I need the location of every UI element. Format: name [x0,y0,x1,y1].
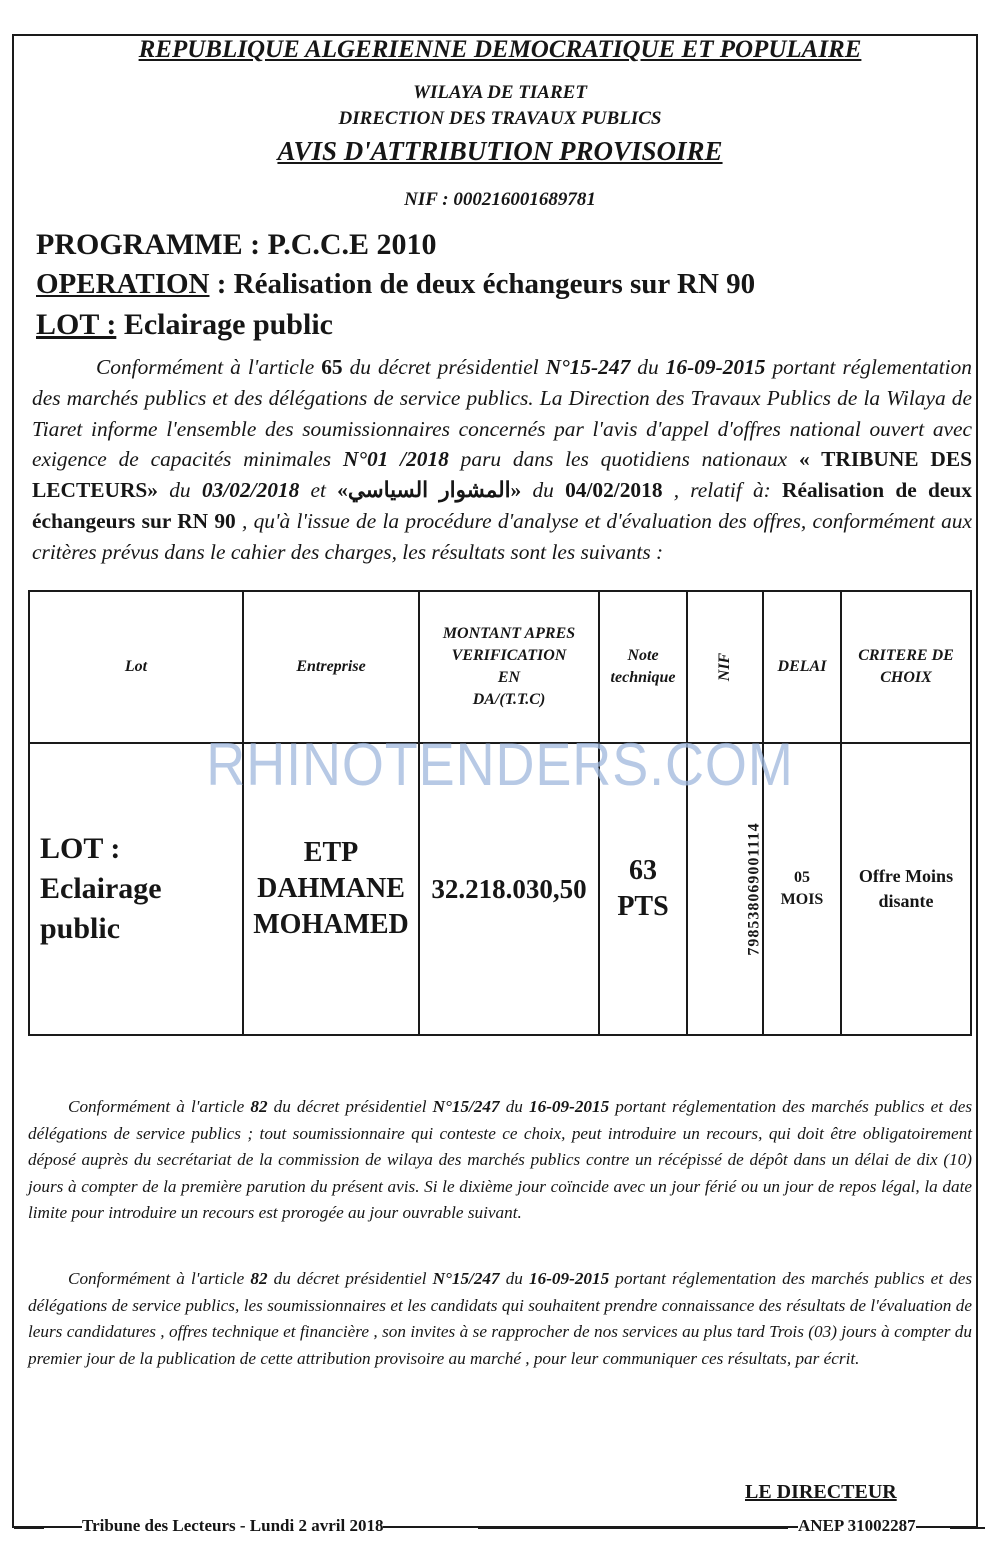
footer-rule-right [950,1527,985,1529]
operation-line [36,268,755,301]
para-article: 82 [250,1097,268,1116]
intro-text: , relatif à: [662,478,782,503]
cell-critere-line: Offre Moins [858,866,954,886]
col-note-line: Note [627,647,659,664]
recourse-paragraph [28,1094,972,1227]
col-nif-label: NIF [715,652,733,682]
intro-paragraph [32,352,972,568]
para-article: 82 [250,1269,268,1288]
para-text: du [499,1097,529,1116]
para-text: du [499,1269,529,1288]
intro-decree: N°15-247 [545,355,631,379]
operation-sep: : [209,268,234,300]
col-note [599,591,687,743]
cell-note-line: 63 [629,855,657,886]
cell-montant: 32.218.030,50 [419,743,599,1035]
cell-delai-line: 05 [794,869,810,886]
cell-entreprise-line: DAHMANE [257,873,405,904]
col-note-line: technique [610,669,676,686]
results-info-paragraph [28,1266,972,1372]
para-text: Conformément à l'article [68,1097,251,1116]
cell-entreprise-line: MOHAMED [253,909,409,940]
intro-article: 65 [321,355,343,379]
col-delai: DELAI [763,591,841,743]
para-text: du décret présidentiel [267,1269,433,1288]
footer-publication: Tribune des Lecteurs - Lundi 2 avril 2018 [82,1516,384,1535]
intro-newspaper-1: « TRIBUNE DES LECTEURS» [32,447,972,503]
col-critere [841,591,971,743]
para-date: 16-09-2015 [529,1097,610,1116]
col-montant-line: MONTANT APRES [442,625,576,642]
intro-text: du [630,355,666,379]
cell-critere-line: disante [878,891,934,911]
notice-title: AVIS D'ATTRIBUTION PROVISOIRE [277,136,723,166]
para-text: Conformément à l'article [68,1269,251,1288]
operation-value: Réalisation de deux échangeurs sur RN 90 [233,268,756,300]
cell-note-line: PTS [617,891,669,922]
para-text: portant réglementation des marchés publics et des délégations de service publics ; tout soumissionnaire qui conteste ce choix, peut introduire un recours, qui doit être obligatoirement déposé auprès du secrétariat de la commission de wilaya des marchés publics contre un récépissé de dépôt dans un délai de dix (10) jours à compter de la première parution du présent avis. Si le dixième jour coïncide avec un jour férié ou un jour de repos légal, la date limite pour introduire un recours est prorogée au jour ouvrable suivant. [28,1097,973,1222]
direction-line: DIRECTION DES TRAVAUX PUBLICS [338,108,662,129]
intro-date-2: 04/02/2018 [565,478,663,503]
intro-ao-number: N°01 /2018 [342,447,449,472]
lot-label: LOT : [36,308,117,341]
table-header-row [29,591,971,743]
intro-text: du [521,478,566,503]
intro-text: et [299,478,338,503]
para-decree: N°15/247 [432,1269,500,1288]
para-date: 16-09-2015 [529,1269,610,1288]
programme-line: PROGRAMME : P.C.C.E 2010 [36,228,437,261]
cell-nif-value: 798538069001114 [745,822,763,956]
intro-newspaper-2: «المشوار السياسي» [337,478,522,503]
footer-anep: ANEP 31002287 [798,1516,916,1535]
para-text: du décret présidentiel [267,1097,433,1116]
col-montant-line: VERIFICATION [451,647,567,664]
intro-text: , qu'à l'issue de la procédure d'analyse et d'évaluation des offres, conformément aux critères prévus dans le cahier des charges, les résultats sont les suivants : [32,508,973,564]
para-text: portant réglementation des marchés publics et des délégations de service publics, les soumissionnaires et les candidats qui souhaitent prendre connaissance des résultats de l'évaluation de leurs candidatures , offres technique et financière , son invites à se rapprocher de nos services au plus tard Trois (03) jours à compter du premier jour de la publication de cette attribution provisoire au marché , pour leur communiquer ces résultats, par écrit. [28,1269,973,1368]
results-table [28,590,972,1036]
wilaya-line: WILAYA DE TIARET [413,82,587,103]
para-decree: N°15/247 [432,1097,500,1116]
intro-text: portant réglementation des marchés publics et des délégations de service publics. La Direction des Travaux Publics de la Wilaya de Tiaret informe l'ensemble des soumissionnaires concernés par l'avis d'appel d'offres national ouvert avec exigence de capacités minimales [32,355,972,472]
nif-line: NIF : 000216001689781 [404,189,596,210]
col-nif [687,591,763,743]
col-critere-line: CHOIX [880,669,932,686]
republic-title: REPUBLIQUE ALGERIENNE DEMOCRATIQUE ET POPULAIRE [138,36,862,63]
intro-text: paru dans les quotidiens nationaux [448,447,799,472]
intro-text: du décret présidentiel [342,355,546,379]
lot-value: Eclairage public [116,308,333,341]
col-entreprise: Entreprise [243,591,419,743]
intro-text: Conformément à l'article [96,355,322,379]
cell-lot-line: Eclairage [40,872,162,905]
col-critere-line: CRITERE DE [858,647,954,664]
intro-text: du [158,478,202,503]
lot-line [36,308,333,342]
intro-date-1: 03/02/2018 [201,478,300,503]
footer-rule-middle [478,1527,788,1529]
cell-lot-line: LOT : [40,832,121,865]
cell-lot-line: public [40,912,121,945]
cell-entreprise-line: ETP [303,837,359,868]
col-lot: Lot [29,591,243,743]
col-montant [419,591,599,743]
signature: LE DIRECTEUR [745,1481,897,1503]
operation-label: OPERATION [36,268,210,300]
col-montant-line: DA/(T.T.C) [472,691,546,708]
cell-delai-line: MOIS [780,891,824,908]
watermark: RHINOTENDERS.COM [206,731,794,798]
intro-object: Réalisation de deux échangeurs sur RN 90 [32,478,972,533]
footer-rule-left [14,1527,44,1529]
intro-date: 16-09-2015 [665,355,766,379]
col-montant-line: EN [497,669,521,686]
